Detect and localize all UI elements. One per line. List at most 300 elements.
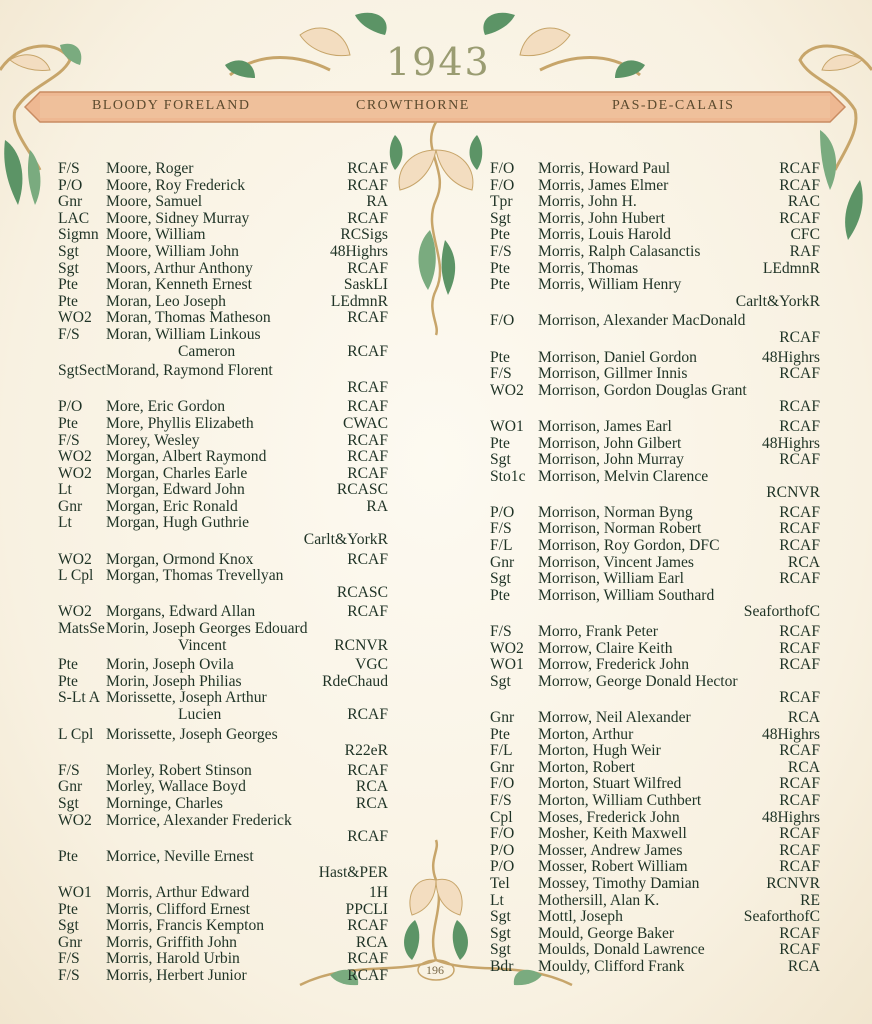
entry-name: Mouldy, Clifford Frank <box>538 957 685 975</box>
roll-entry <box>58 193 388 210</box>
roll-entry <box>58 398 388 415</box>
entry-name: Mosser, Robert William <box>538 858 688 876</box>
entry-unit: RCA <box>787 957 820 975</box>
entry-rank: F/S <box>58 761 80 779</box>
entry-unit: RCAF <box>347 828 388 846</box>
entry-unit: RA <box>366 193 388 211</box>
entry-unit: Carlt&YorkR <box>735 292 820 310</box>
roll-entry <box>490 742 820 759</box>
entry-rank: WO2 <box>58 309 92 327</box>
roll-entry <box>490 418 820 435</box>
roll-entry <box>490 276 820 312</box>
entry-unit: RCAF <box>347 160 388 177</box>
entry-unit: RCSigs <box>340 226 388 244</box>
entry-unit: RCAF <box>347 603 388 621</box>
entry-rank: Sgt <box>58 794 79 812</box>
year-heading: 1943 <box>386 40 491 84</box>
entry-name: Moore, William John <box>106 242 239 260</box>
roll-entry <box>490 226 820 243</box>
entry-rank: Gnr <box>490 553 515 571</box>
entry-rank: F/S <box>58 966 80 984</box>
entry-unit: RCAF <box>347 309 388 327</box>
entry-unit: RCAF <box>347 706 388 723</box>
entry-rank: Pte <box>490 276 510 294</box>
entry-rank: Pte <box>58 292 78 310</box>
entry-name: Moors, Arthur Anthony <box>106 259 253 277</box>
entry-rank: Pte <box>490 348 510 366</box>
entry-rank: F/S <box>58 950 80 968</box>
roll-entry <box>58 226 388 243</box>
entry-rank: Pte <box>490 434 510 452</box>
roll-entry <box>490 193 820 210</box>
roll-entry <box>490 554 820 571</box>
entry-unit: RCAF <box>779 570 820 588</box>
roll-entry <box>490 587 820 623</box>
entry-name: Morrison, Gillmer Innis <box>538 365 688 383</box>
entry-name-continuation <box>490 484 610 501</box>
roll-entry <box>490 504 820 521</box>
entry-name: Morand, Raymond Florent <box>106 362 273 380</box>
roll-entry <box>58 950 388 967</box>
entry-rank: WO1 <box>490 417 524 435</box>
entry-name: Morin, Joseph Ovila <box>106 656 234 674</box>
roll-entry <box>490 451 820 468</box>
entry-name: Morris, Ralph Calasanctis <box>538 242 701 260</box>
entry-rank: Lt <box>58 514 72 532</box>
entry-unit: RCASC <box>336 481 388 499</box>
entry-unit: RCASC <box>336 583 388 601</box>
entry-unit: 48Highrs <box>761 725 820 743</box>
entry-unit: RCAF <box>347 342 388 360</box>
entry-unit: RCAF <box>779 160 820 177</box>
roll-entry <box>490 365 820 382</box>
entry-unit: CFC <box>790 226 820 244</box>
entry-rank: Sgt <box>490 451 511 469</box>
entry-name: Morrison, Gordon Douglas Grant <box>538 381 747 399</box>
entry-rank: L Cpl <box>58 725 94 743</box>
entry-unit: RCAF <box>779 742 820 760</box>
entry-rank: F/O <box>490 312 515 330</box>
entry-rank: WO2 <box>58 464 92 482</box>
entry-name: Morton, Stuart Wilfred <box>538 775 682 793</box>
entry-rank: Sgt <box>490 908 511 926</box>
banner-label-left: BLOODY FORELAND <box>92 98 251 113</box>
entry-rank: Sgt <box>490 672 511 690</box>
entry-name: Morissette, Joseph Georges <box>106 725 278 743</box>
roll-entry <box>58 415 388 432</box>
entry-rank: F/O <box>490 176 515 194</box>
entry-rank: WO2 <box>58 603 92 621</box>
entry-name: Morris, Francis Kempton <box>106 917 265 935</box>
roll-entry <box>490 210 820 227</box>
roll-entry <box>490 570 820 587</box>
entry-unit: RCAF <box>779 639 820 657</box>
entry-unit: RCAF <box>779 451 820 469</box>
entry-rank: F/S <box>490 365 512 383</box>
entry-rank: F/L <box>490 537 513 555</box>
entry-rank: WO1 <box>58 883 92 901</box>
roll-entry <box>58 673 388 690</box>
entry-name-continuation: Lucien <box>178 706 222 723</box>
entry-name: Morton, Robert <box>538 758 636 776</box>
entry-name: Morris, Clifford Ernest <box>106 900 250 918</box>
entry-unit: RCAF <box>347 550 388 568</box>
entry-rank: Lt <box>58 481 72 499</box>
roll-entry <box>490 941 820 958</box>
entry-unit: R22eR <box>344 742 388 760</box>
entry-unit: RCAF <box>779 209 820 227</box>
entry-name: Morrison, Norman Robert <box>538 520 702 538</box>
entry-unit: RA <box>366 497 388 515</box>
roll-entry <box>58 603 388 620</box>
roll-entry <box>58 934 388 951</box>
entry-name: Morris, Herbert Junior <box>106 966 247 984</box>
roll-entry <box>58 432 388 449</box>
roll-entry <box>58 726 388 762</box>
entry-unit: RCA <box>787 553 820 571</box>
entry-rank: WO1 <box>490 656 524 674</box>
entry-rank: Sgt <box>490 209 511 227</box>
entry-name: Morrison, Norman Byng <box>538 503 693 521</box>
roll-entry <box>58 498 388 515</box>
entry-name: Morrison, John Murray <box>538 451 684 469</box>
entry-rank: Gnr <box>58 933 83 951</box>
entry-unit: RCAF <box>347 448 388 466</box>
entry-unit: RCAF <box>347 761 388 779</box>
entry-name: Mossey, Timothy Damian <box>538 874 700 892</box>
entry-rank: Gnr <box>58 497 83 515</box>
entry-unit: VGC <box>355 656 388 674</box>
entry-name-continuation <box>58 584 178 601</box>
entry-unit: 48Highrs <box>761 434 820 452</box>
entry-unit: RCAF <box>347 431 388 449</box>
entry-rank: Sgt <box>490 924 511 942</box>
entry-rank: F/S <box>490 242 512 260</box>
entry-rank: F/L <box>490 742 513 760</box>
entry-rank: P/O <box>58 398 83 416</box>
entry-rank: Tpr <box>490 193 513 211</box>
entry-name: Morrison, John Gilbert <box>538 434 682 452</box>
entry-rank: P/O <box>490 858 515 876</box>
entry-rank: WO2 <box>490 381 524 399</box>
roll-entry <box>490 260 820 277</box>
roll-entry <box>58 309 388 326</box>
entry-unit: RCAF <box>779 791 820 809</box>
entry-unit: RCA <box>355 778 388 796</box>
entry-name: Morris, Arthur Edward <box>106 883 250 901</box>
entry-rank: Cpl <box>490 808 513 826</box>
entry-rank: Pte <box>58 672 78 690</box>
roll-entry <box>490 520 820 537</box>
entry-rank: F/O <box>490 775 515 793</box>
entry-name: Moore, Sidney Murray <box>106 209 250 227</box>
entry-name: Morris, Harold Urbin <box>106 950 240 968</box>
entry-name: Moran, Kenneth Ernest <box>106 276 252 294</box>
entry-name: More, Eric Gordon <box>106 398 226 416</box>
roll-entry <box>490 673 820 709</box>
entry-name: Morrow, Claire Keith <box>538 639 673 657</box>
entry-unit: RCAF <box>347 966 388 984</box>
roll-entry <box>58 795 388 812</box>
entry-rank: P/O <box>58 176 83 194</box>
roll-entry <box>490 468 820 504</box>
entry-unit: RCAF <box>347 259 388 277</box>
entry-unit: RCA <box>787 709 820 726</box>
entry-name-continuation: Vincent <box>178 636 227 654</box>
entry-name: Moran, Thomas Matheson <box>106 309 271 327</box>
entry-unit: RCA <box>355 794 388 812</box>
entry-rank: Gnr <box>58 193 83 211</box>
entry-unit: RCAF <box>347 398 388 416</box>
entry-rank: Pte <box>58 847 78 865</box>
entry-rank: Sgt <box>58 242 79 260</box>
roll-entry <box>490 775 820 792</box>
roll-entry <box>490 925 820 942</box>
entry-rank: MatsSe <box>58 620 105 638</box>
roll-entry <box>490 160 820 177</box>
entry-name: Morrice, Neville Ernest <box>106 847 254 865</box>
roll-entry <box>490 792 820 809</box>
entry-name-continuation <box>490 689 610 706</box>
entry-name: Morris, John Hubert <box>538 209 665 227</box>
roll-entry <box>58 276 388 293</box>
entry-rank: Pte <box>490 586 510 604</box>
entry-name-continuation <box>490 293 610 310</box>
entry-rank: Pte <box>58 656 78 674</box>
entry-name: Morgan, Charles Earle <box>106 464 248 482</box>
entry-rank: Sgt <box>490 570 511 588</box>
entry-rank: WO2 <box>58 448 92 466</box>
entry-rank: Pte <box>490 259 510 277</box>
entry-name: Moses, Frederick John <box>538 808 680 826</box>
entry-name: Morgans, Edward Allan <box>106 603 256 621</box>
roll-entry <box>490 435 820 452</box>
roll-entry <box>490 656 820 673</box>
entry-unit: RCAF <box>779 689 820 707</box>
entry-unit: RAF <box>789 242 820 260</box>
roll-entry <box>58 848 388 884</box>
roll-entry <box>58 689 388 725</box>
roll-entry <box>58 778 388 795</box>
entry-name: Morin, Joseph Philias <box>106 672 242 690</box>
entry-rank: Pte <box>58 900 78 918</box>
entry-unit: RCAF <box>779 503 820 521</box>
entry-unit: RCNVR <box>766 874 820 892</box>
roll-entry <box>58 656 388 673</box>
entry-name: Morris, James Elmer <box>538 176 669 194</box>
roll-entry <box>490 726 820 743</box>
entry-name: Morgan, Albert Raymond <box>106 448 267 466</box>
roll-entry <box>490 312 820 348</box>
entry-name: Moore, Roger <box>106 160 194 177</box>
entry-unit: RCAF <box>779 841 820 859</box>
page-number: 196 <box>426 963 444 977</box>
entry-rank: LAC <box>58 209 90 227</box>
entry-unit: RCAF <box>779 924 820 942</box>
entry-unit: SeaforthofC <box>743 908 820 926</box>
roll-entry <box>58 481 388 498</box>
entry-name: Morrow, Frederick John <box>538 656 689 674</box>
entry-unit: RCA <box>355 933 388 951</box>
entry-name: Mosher, Keith Maxwell <box>538 825 687 843</box>
entry-unit: RCAF <box>779 398 820 416</box>
entry-unit: RCAF <box>347 917 388 935</box>
entry-unit: 48Highrs <box>761 348 820 366</box>
entry-rank: Pte <box>490 725 510 743</box>
entry-rank: Bdr <box>490 957 514 975</box>
roll-entry <box>58 177 388 194</box>
entry-name: Morrice, Alexander Frederick <box>106 811 292 829</box>
roll-entry <box>490 875 820 892</box>
entry-unit: 48Highrs <box>329 242 388 260</box>
entry-rank: Sigmn <box>58 226 99 244</box>
entry-name: Morin, Joseph Georges Edouard <box>106 620 308 638</box>
entry-rank: F/S <box>58 325 80 343</box>
entry-unit: RE <box>800 891 820 909</box>
entry-unit: SaskLI <box>343 276 388 294</box>
entry-unit: Hast&PER <box>318 864 388 882</box>
entry-unit: RCAF <box>779 623 820 641</box>
roll-entry <box>58 884 388 901</box>
entry-unit: RCA <box>787 758 820 776</box>
entry-name: Morrison, William Southard <box>538 586 715 604</box>
entry-rank: Sgt <box>58 917 79 935</box>
entry-rank: Pte <box>58 276 78 294</box>
entry-rank: WO2 <box>490 639 524 657</box>
entry-rank: Lt <box>490 891 504 909</box>
entry-name: Morris, Griffith John <box>106 933 237 951</box>
entry-rank: WO2 <box>58 811 92 829</box>
entry-unit: RdeChaud <box>322 672 388 690</box>
entry-name: Morley, Wallace Boyd <box>106 778 246 796</box>
entry-name: Morton, Hugh Weir <box>538 742 661 760</box>
entry-unit: RCAF <box>779 328 820 346</box>
entry-rank: P/O <box>490 841 515 859</box>
entry-name: Morris, Howard Paul <box>538 160 671 177</box>
roll-entry <box>58 567 388 603</box>
entry-rank: SgtSect <box>58 362 106 380</box>
entry-rank: Sgt <box>490 941 511 959</box>
entry-unit: RCAF <box>347 464 388 482</box>
entry-rank: P/O <box>490 503 515 521</box>
roll-entry <box>58 917 388 934</box>
entry-name: Morris, William Henry <box>538 276 682 294</box>
entry-name: Moore, William <box>106 226 206 244</box>
entry-unit: Carlt&YorkR <box>303 531 388 549</box>
roll-entry <box>490 958 820 975</box>
entry-rank: L Cpl <box>58 567 94 585</box>
roll-entry <box>58 620 388 656</box>
roll-entry <box>490 177 820 194</box>
entry-unit: RCNVR <box>766 484 820 502</box>
roll-entry <box>490 709 820 726</box>
entry-name: More, Phyllis Elizabeth <box>106 414 254 432</box>
entry-name: Mould, George Baker <box>538 924 675 942</box>
entry-unit: RCAF <box>779 365 820 383</box>
roll-entry <box>490 842 820 859</box>
roll-entry <box>490 640 820 657</box>
entry-name: Morley, Robert Stinson <box>106 761 252 779</box>
entry-unit: RCAF <box>779 775 820 793</box>
entry-name: Morrow, Neil Alexander <box>538 709 691 726</box>
entry-name: Moran, Leo Joseph <box>106 292 226 310</box>
roll-entry <box>58 448 388 465</box>
banner-label-right: PAS-DE-CALAIS <box>612 98 735 113</box>
entry-unit: RCAF <box>779 520 820 538</box>
entry-name: Mothersill, Alan K. <box>538 891 660 909</box>
entry-name-continuation <box>490 398 610 415</box>
entry-unit: RCAF <box>347 176 388 194</box>
entry-rank: F/S <box>490 520 512 538</box>
entry-name: Morris, Louis Harold <box>538 226 671 244</box>
entry-name-continuation <box>490 329 610 346</box>
entry-rank: Gnr <box>490 709 515 726</box>
entry-name-continuation <box>58 828 178 845</box>
roll-entry <box>58 243 388 260</box>
entry-name-continuation <box>58 379 178 396</box>
entry-unit: RCAF <box>779 941 820 959</box>
roll-entry <box>490 809 820 826</box>
entry-rank: F/O <box>490 825 515 843</box>
roll-entry <box>58 901 388 918</box>
entry-rank: WO2 <box>58 550 92 568</box>
entry-name: Morris, John H. <box>538 193 637 211</box>
entry-unit: RCAF <box>779 417 820 435</box>
roll-entry <box>58 514 388 550</box>
roll-entry <box>58 362 388 398</box>
roll-entry <box>58 812 388 848</box>
entry-rank: Pte <box>490 226 510 244</box>
entry-name: Morrow, George Donald Hector <box>538 672 738 690</box>
entry-rank: F/O <box>490 160 515 177</box>
entry-name: Moore, Samuel <box>106 193 203 211</box>
roll-entry <box>490 623 820 640</box>
roll-entry <box>58 293 388 310</box>
entry-name: Moran, William Linkous <box>106 325 261 343</box>
entry-unit: RCNVR <box>334 636 388 654</box>
entry-name: Mottl, Joseph <box>538 908 623 926</box>
entry-rank: Pte <box>58 414 78 432</box>
entry-unit: RCAF <box>779 656 820 674</box>
roll-entry <box>490 825 820 842</box>
entry-unit: LEdmnR <box>330 292 388 310</box>
left-name-column <box>58 160 388 984</box>
entry-unit: RCAF <box>779 858 820 876</box>
entry-name: Moulds, Donald Lawrence <box>538 941 705 959</box>
roll-entry <box>58 160 388 177</box>
entry-rank: F/S <box>490 791 512 809</box>
entry-name: Morgan, Eric Ronald <box>106 497 238 515</box>
roll-entry <box>58 967 388 984</box>
roll-entry <box>490 892 820 909</box>
entry-rank: F/S <box>58 431 80 449</box>
entry-name-continuation <box>58 531 178 548</box>
entry-unit: RCAF <box>779 537 820 555</box>
entry-name: Morrison, James Earl <box>538 417 672 435</box>
roll-entry <box>58 465 388 482</box>
entry-unit: SeaforthofC <box>743 603 820 621</box>
entry-name: Morton, William Cuthbert <box>538 791 702 809</box>
entry-name: Morrison, William Earl <box>538 570 684 588</box>
banner-label-center: CROWTHORNE <box>356 98 470 113</box>
roll-entry <box>490 537 820 554</box>
entry-name-continuation <box>58 864 178 881</box>
entry-name: Morgan, Ormond Knox <box>106 550 254 568</box>
entry-rank: Sto1c <box>490 467 526 485</box>
entry-unit: LEdmnR <box>762 259 820 277</box>
entry-name: Morrison, Roy Gordon, DFC <box>538 537 720 555</box>
entry-rank: Tel <box>490 874 510 892</box>
